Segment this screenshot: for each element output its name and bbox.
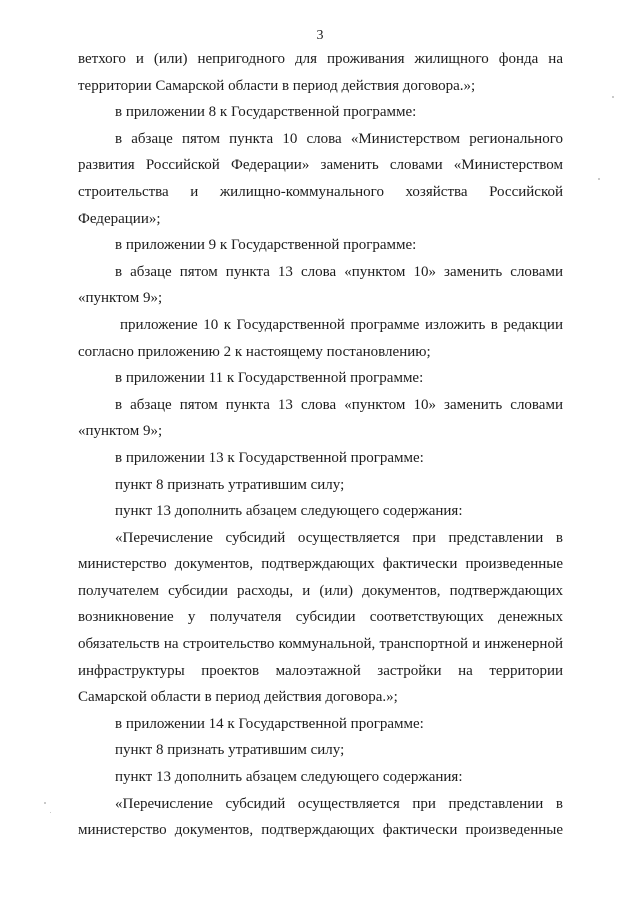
document-body: [78, 46, 563, 844]
paragraph-appendix-14-heading: в приложении 14 к Государственной программе:: [115, 715, 424, 732]
paragraph-appendix-9-heading: в приложении 9 к Государственной программе:: [115, 237, 417, 254]
page-number: 3: [316, 28, 324, 43]
paragraph-appendix-14-item-13: пункт 13 дополнить абзацем следующего содержания:: [115, 769, 463, 786]
paragraph-appendix-8-heading: в приложении 8 к Государственной программе:: [115, 104, 417, 121]
scan-speck: [44, 802, 46, 804]
paragraph-appendix-13-item-8: пункт 8 признать утратившим силу;: [115, 476, 345, 493]
paragraph-appendix-9-item: в абзаце пятом пункта 13 слова «пунктом 10» заменить словами «пунктом 9»;: [78, 263, 563, 307]
paragraph-appendix-13-item-13: пункт 13 дополнить абзацем следующего содержания:: [115, 503, 463, 520]
paragraph-appendix-8-item: в абзаце пятом пункта 10 слова «Министерством регионального развития Российской Федерации» заменить словами «Министерством строительства и жилищно-коммунального хозяйства Российской Федерации»;: [78, 130, 563, 227]
paragraph-appendix-13-quote: «Перечисление субсидий осуществляется при представлении в министерство документов, подтверждающих фактически произведенные получателем субсидии расходы, и (или) документов, подтверждающих возникновение у получателя субсидии соответствующих денежных обязательств на строительство коммунальной, транспортной и инженерной инфраструктуры проектов малоэтажной застройки на территории Самарской области в период действия договора.»;: [78, 529, 563, 706]
paragraph-appendix-10: приложение 10 к Государственной программе изложить в редакции согласно приложению 2 к настоящему постановлению;: [78, 316, 563, 360]
paragraph-appendix-14-quote: «Перечисление субсидий осуществляется при представлении в министерство документов, подтверждающих фактически произведенные: [78, 795, 563, 839]
paragraph-appendix-14-item-8: пункт 8 признать утратившим силу;: [115, 742, 345, 759]
paragraph-appendix-11-item: в абзаце пятом пункта 13 слова «пунктом 10» заменить словами «пунктом 9»;: [78, 396, 563, 440]
paragraph-appendix-11-heading: в приложении 11 к Государственной программе:: [115, 370, 424, 387]
paragraph-continuation: ветхого и (или) непригодного для проживания жилищного фонда на территории Самарской области в период действия договора.»;: [78, 51, 563, 94]
scan-speck: [50, 812, 51, 813]
paragraph-appendix-13-heading: в приложении 13 к Государственной программе:: [115, 449, 424, 466]
scan-speck: [598, 178, 600, 180]
scan-speck: [612, 96, 614, 98]
